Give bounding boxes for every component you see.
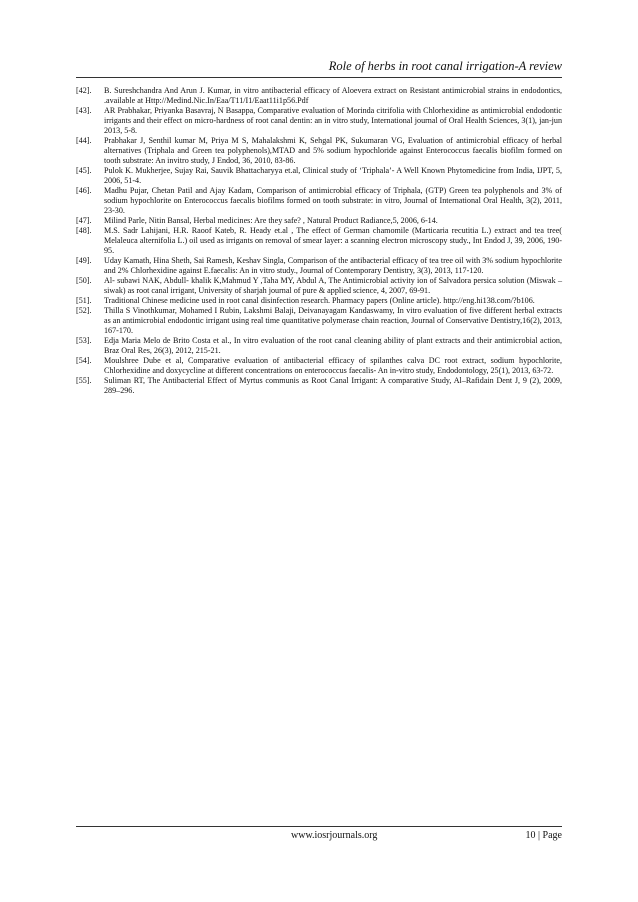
reference-text: AR Prabhakar, Priyanka Basavraj, N Basappa, Comparative evaluation of Morinda citrifolia with Chlorhexidine as antimicrobial endodontic irrigants and their effect on micro-hardness of root canal dentin: an in vitro study, International journal of Oral Health Sciences, 3(1), jan-jun 2013, 5-8.	[104, 106, 562, 135]
footer-divider	[76, 826, 562, 827]
reference-text: Thilla S Vinothkumar, Mohamed I Rubin, Lakshmi Balaji, Deivanayagam Kandaswamy, In vitro evaluation of five different herbal extracts as an antimicrobial endodontic irrigant using real time quantitative polymerase chain reaction, Journal of Conservative Dentistry,16(2), 2013, 167-170.	[104, 306, 562, 335]
reference-text: M.S. Sadr Lahijani, H.R. Raoof Kateb, R. Heady et.al , The effect of German chamomile (Marticaria recutitia L.) extract and tea tree( Melaleuca alternifolia L.) oil used as irrigants on removal of smear layer: a scanning electron microscopy study., Int Endod J, 39, 2006, 190-95.	[104, 226, 562, 255]
reference-number: [49].	[76, 256, 92, 265]
reference-text: Traditional Chinese medicine used in root canal disinfection research. Pharmacy papers (Online article). http://eng.hi138.com/?b106.	[104, 296, 535, 305]
reference-number: [52].	[76, 306, 92, 315]
reference-item	[76, 106, 562, 136]
reference-item	[76, 256, 562, 276]
reference-number: [53].	[76, 336, 92, 345]
reference-text: Pulok K. Mukherjee, Sujay Rai, Sauvik Bhattacharyya et.al, Clinical study of ‘Triphala’- A Well Known Phytomedicine from India, IJPT, 5, 2006, 51-4.	[104, 166, 562, 185]
reference-item	[76, 306, 562, 336]
reference-number: [54].	[76, 356, 92, 365]
reference-item	[76, 336, 562, 356]
reference-number: [42].	[76, 86, 92, 95]
reference-text: Milind Parle, Nitin Bansal, Herbal medicines: Are they safe? , Natural Product Radiance,5, 2006, 6-14.	[104, 216, 438, 225]
reference-item	[76, 216, 562, 226]
reference-number: [51].	[76, 296, 92, 305]
header-divider	[76, 77, 562, 78]
page-footer	[76, 830, 562, 844]
reference-number: [50].	[76, 276, 92, 285]
reference-text: Prabhakar J, Senthil kumar M, Priya M S, Mahalakshmi K, Sehgal PK, Sukumaran VG, Evaluation of antimicrobial efficacy of herbal alternatives (Triphala and Green tea polyphenols),MTAD and 5% sodium hypochloride against Enterococcus faecalis biofilm formed on tooth substrate: An invitro study, J Endod, 36, 2010, 83-86.	[104, 136, 562, 165]
reference-item	[76, 166, 562, 186]
reference-text: Suliman RT, The Antibacterial Effect of Myrtus communis as Root Canal Irrigant: A comparative Study, Al–Rafidain Dent J, 9 (2), 2009, 289–296.	[104, 376, 562, 395]
reference-text: Madhu Pujar, Chetan Patil and Ajay Kadam, Comparison of antimicrobial efficacy of Triphala, (GTP) Green tea polyphenols and 3% of sodium hypochlorite on Enterococcus faecalis biofilms formed on tooth substrate: in vitro, Journal of International Oral Health, 3(2), 2011, 23-30.	[104, 186, 562, 215]
reference-item	[76, 296, 562, 306]
running-header-title: Role of herbs in root canal irrigation-A review	[328, 59, 562, 73]
reference-text: Moulshree Dube et al, Comparative evaluation of antibacterial efficacy of spilanthes calva DC root extract, sodium hypochlorite, Chlorhexidine and doxycycline at different concentrations on enterococcus faecalis- An in-vitro study, Endodontology, 25(1), 2013, 63-72.	[104, 356, 562, 375]
reference-text: Edja Maria Melo de Brito Costa et al., In vitro evaluation of the root canal cleaning ability of plant extracts and their antimicrobial action, Braz Oral Res, 26(3), 2012, 215-21.	[104, 336, 562, 355]
reference-text: B. Sureshchandra And Arun J. Kumar, in vitro antibacterial efficacy of Aloevera extract on Resistant antimicrobial strains in endodontics, .available at Http://Medind.Nic.In/Eaa/T11/I1/Eaat11i1p56.Pdf	[104, 86, 562, 105]
reference-number: [43].	[76, 106, 92, 115]
reference-number: [47].	[76, 216, 92, 225]
reference-number: [48].	[76, 226, 92, 235]
reference-item	[76, 86, 562, 106]
footer-url: www.iosrjournals.org	[291, 830, 378, 841]
reference-item	[76, 376, 562, 396]
reference-list	[76, 86, 562, 396]
reference-text: Uday Kamath, Hina Sheth, Sai Ramesh, Keshav Singla, Comparison of the antibacterial efficacy of tea tree oil with 3% sodium hypochlorite and 2% Chlorhexidine against E.faecalis: An in vitro study., Journal of Contemporary Dentistry, 3(3), 2013, 117-120.	[104, 256, 562, 275]
reference-item	[76, 276, 562, 296]
reference-item	[76, 186, 562, 216]
reference-item	[76, 226, 562, 256]
reference-number: [44].	[76, 136, 92, 145]
reference-number: [55].	[76, 376, 92, 385]
page-number: 10 | Page	[525, 830, 562, 841]
reference-item	[76, 356, 562, 376]
reference-item	[76, 136, 562, 166]
reference-number: [46].	[76, 186, 92, 195]
reference-number: [45].	[76, 166, 92, 175]
reference-text: Al- subawi NAK, Abdull- khalik K,Mahmud Y ,Taha MY, Abdul A, The Antimicrobial activity ion of Salvadora persica solution (Miswak –siwak) as root canal irrigant, University of sharjah journal of pure & applied science, 4, 2007, 69-91.	[104, 276, 562, 295]
